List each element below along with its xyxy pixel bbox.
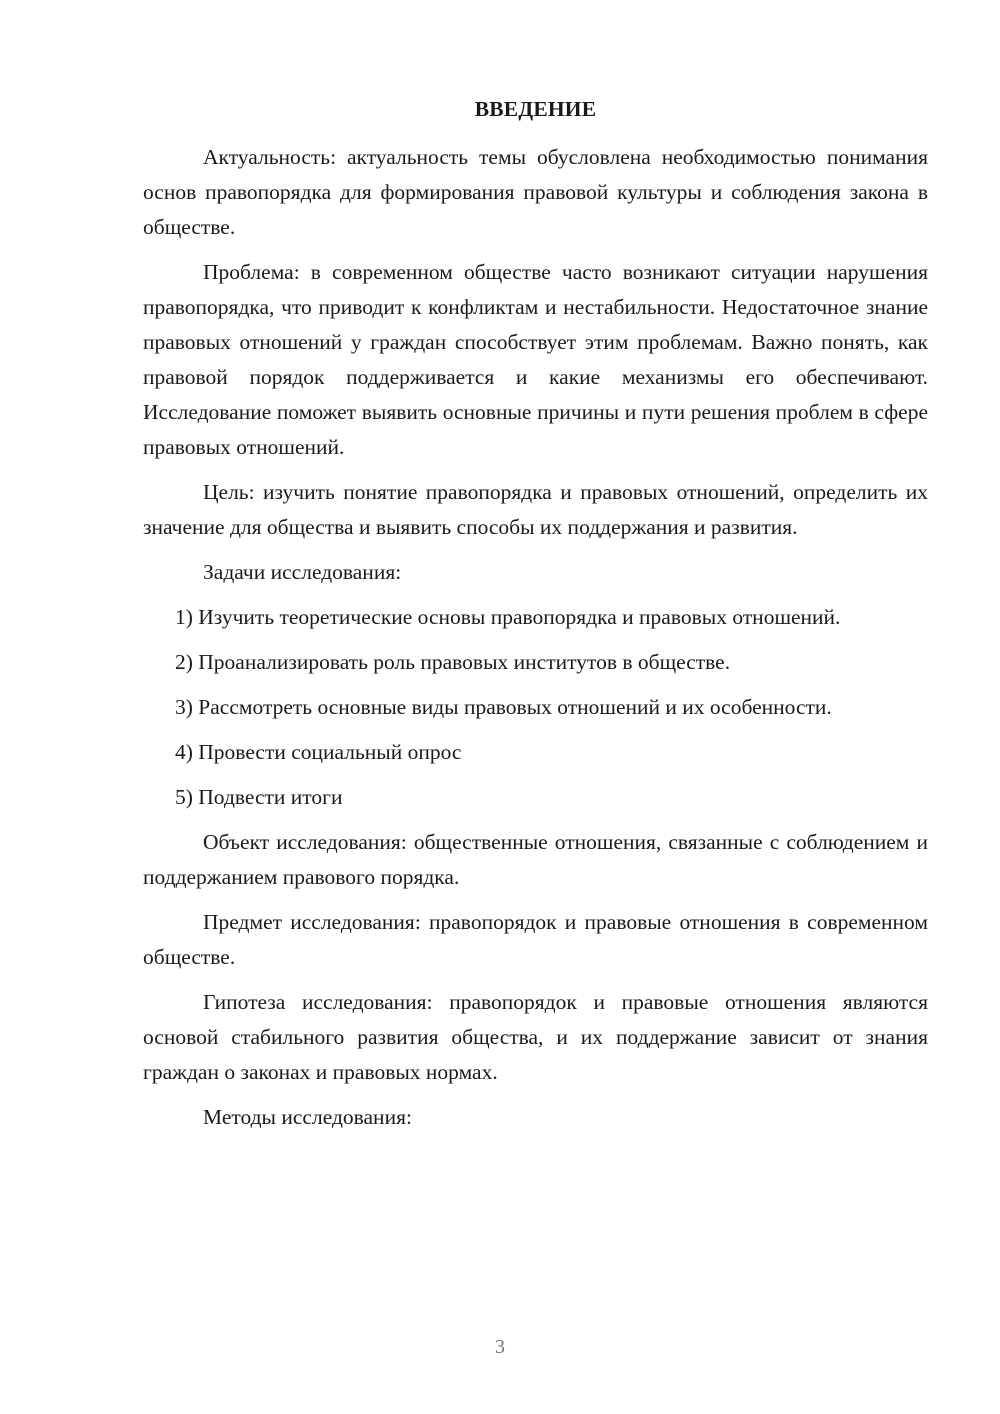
task-item-1: 1) Изучить теоретические основы правопорядка и правовых отношений. [175, 605, 841, 629]
document-page [143, 94, 928, 1145]
paragraph-relevance: Актуальность: актуальность темы обусловлена необходимостью понимания основ правопорядка для формирования правовой культуры и соблюдения закона в обществе. [143, 145, 928, 239]
paragraph-problem: Проблема: в современном обществе часто возникают ситуации нарушения правопорядка, что приводит к конфликтам и нестабильности. Недостаточное знание правовых отношений у граждан способствует этим проблемам. Важно понять, как правовой порядок поддерживается и какие механизмы его обеспечивают. Исследование поможет выявить основные причины и пути решения проблем в сфере правовых отношений. [143, 260, 928, 459]
task-item-5: 5) Подвести итоги [175, 785, 343, 809]
paragraph-hypothesis: Гипотеза исследования: правопорядок и правовые отношения являются основой стабильного развития общества, и их поддержание зависит от знания граждан о законах и правовых нормах. [143, 990, 928, 1084]
paragraph-subject: Предмет исследования: правопорядок и правовые отношения в современном обществе. [143, 910, 928, 969]
tasks-heading: Задачи исследования: [203, 560, 402, 584]
task-item-3: 3) Рассмотреть основные виды правовых отношений и их особенности. [175, 695, 832, 719]
section-title: ВВЕДЕНИЕ [474, 97, 597, 121]
task-item-2: 2) Проанализировать роль правовых институтов в обществе. [175, 650, 731, 674]
paragraph-object: Объект исследования: общественные отношения, связанные с соблюдением и поддержанием правового порядка. [143, 830, 928, 889]
paragraph-goal: Цель: изучить понятие правопорядка и правовых отношений, определить их значение для общества и выявить способы их поддержания и развития. [143, 480, 928, 539]
task-item-4: 4) Провести социальный опрос [175, 740, 462, 764]
methods-heading: Методы исследования: [203, 1105, 412, 1129]
page-number: 3 [495, 1336, 505, 1358]
